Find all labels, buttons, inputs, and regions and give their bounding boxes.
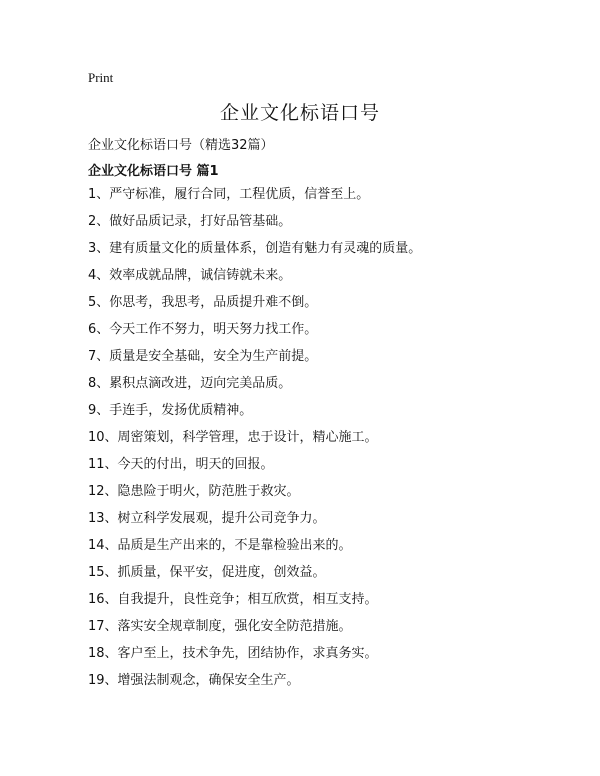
list-item: 5、你思考，我思考，品质提升难不倒。 <box>88 295 318 310</box>
page-title: 企业文化标语口号 <box>219 102 380 124</box>
list-item: 17、落实安全规章制度，强化安全防范措施。 <box>88 619 352 634</box>
print-link[interactable]: Print <box>88 70 114 85</box>
list-item: 14、品质是生产出来的，不是靠检验出来的。 <box>88 538 352 553</box>
list-item: 8、累积点滴改进，迈向完美品质。 <box>88 376 292 391</box>
list-item: 2、做好品质记录，打好品管基础。 <box>88 214 292 229</box>
list-item: 18、客户至上，技术争先，团结协作，求真务实。 <box>88 646 378 661</box>
list-item: 1、严守标准，履行合同，工程优质，信誉至上。 <box>88 187 370 202</box>
list-item: 12、隐患险于明火，防范胜于救灾。 <box>88 484 300 499</box>
list-item: 19、增强法制观念，确保安全生产。 <box>88 673 300 688</box>
slogan-list <box>88 185 568 698</box>
list-item: 15、抓质量，保平安，促进度，创效益。 <box>88 565 326 580</box>
section-heading: 企业文化标语口号 篇1 <box>88 164 219 179</box>
list-item: 9、手连手，发扬优质精神。 <box>88 403 253 418</box>
list-item: 16、自我提升，良性竞争；相互欣赏，相互支持。 <box>88 592 378 607</box>
list-item: 13、树立科学发展观，提升公司竞争力。 <box>88 511 326 526</box>
list-item: 10、周密策划，科学管理，忠于设计，精心施工。 <box>88 430 378 445</box>
list-item: 4、效率成就品牌，诚信铸就未来。 <box>88 268 292 283</box>
list-item: 3、建有质量文化的质量体系，创造有魅力有灵魂的质量。 <box>88 241 422 256</box>
list-item: 6、今天工作不努力，明天努力找工作。 <box>88 322 318 337</box>
list-item: 7、质量是安全基础，安全为生产前提。 <box>88 349 318 364</box>
document-subtitle: 企业文化标语口号（精选32篇） <box>88 138 274 153</box>
list-item: 11、今天的付出，明天的回报。 <box>88 457 274 472</box>
